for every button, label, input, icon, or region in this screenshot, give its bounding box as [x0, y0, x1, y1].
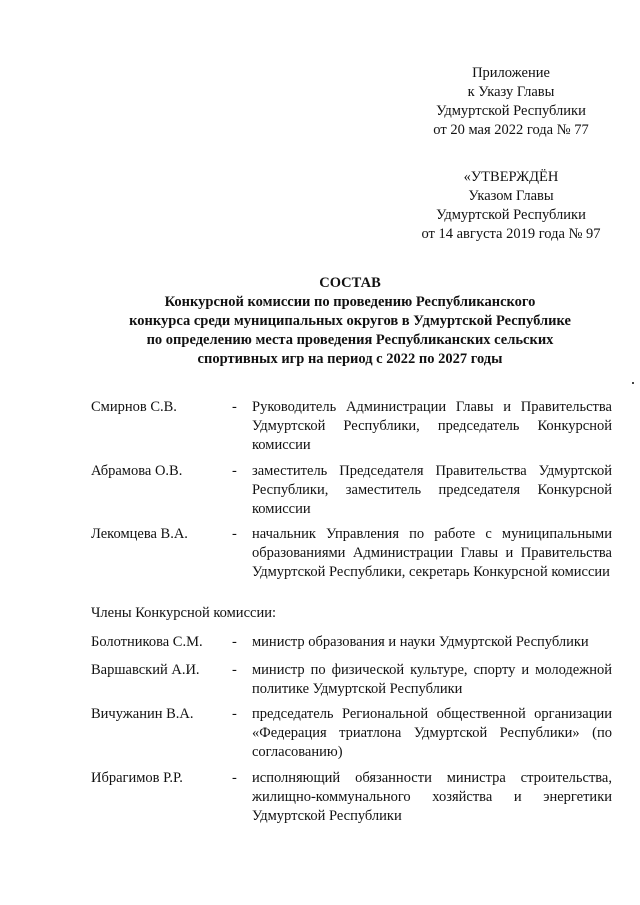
member-role: министр по физической культуре, спорту и молодежной политике Удмуртской Республики	[252, 662, 612, 697]
approved-line: от 14 августа 2019 года № 97	[421, 226, 601, 242]
member-dash: -	[232, 706, 237, 722]
appendix-line: Приложение	[472, 65, 550, 81]
member-entry	[91, 769, 612, 826]
member-entry	[91, 398, 612, 455]
member-dash: -	[232, 662, 237, 678]
approved-line: Указом Главы	[468, 188, 554, 204]
approved-line: «УТВЕРЖДЁН	[463, 169, 559, 185]
member-entry	[91, 462, 612, 519]
member-entry	[91, 633, 612, 652]
member-entry	[91, 705, 612, 762]
approved-block	[380, 168, 640, 244]
scan-mark	[632, 382, 634, 384]
title-line: по определению места проведения Республиканских сельских	[146, 332, 554, 348]
title-line: конкурса среди муниципальных округов в Удмуртской Республике	[129, 313, 571, 329]
member-dash: -	[232, 770, 237, 786]
member-role: заместитель Председателя Правительства Удмуртской Республики, заместитель председателя Конкурсной комиссии	[252, 463, 612, 517]
appendix-line: от 20 мая 2022 года № 77	[433, 122, 589, 138]
member-dash: -	[232, 634, 237, 650]
member-entry	[91, 525, 612, 582]
member-name: Болотникова С.М.	[91, 634, 203, 650]
member-role: Руководитель Администрации Главы и Правительства Удмуртской Республики, председатель Конкурсной комиссии	[252, 399, 612, 453]
member-role: начальник Управления по работе с муниципальными образованиями Администрации Главы и Правительства Удмуртской Республики, секретарь Конкурсной комиссии	[252, 526, 612, 580]
approved-line: Удмуртской Республики	[436, 207, 586, 223]
member-name: Ибрагимов Р.Р.	[91, 770, 183, 786]
member-name: Вичужанин В.А.	[91, 706, 194, 722]
member-entry	[91, 661, 612, 699]
member-dash: -	[232, 399, 237, 415]
member-name: Абрамова О.В.	[91, 463, 183, 479]
appendix-line: Удмуртской Республики	[436, 103, 586, 119]
member-role: министр образования и науки Удмуртской Республики	[252, 634, 589, 650]
appendix-block	[380, 64, 640, 140]
title-heading: СОСТАВ	[319, 275, 381, 291]
title-line: спортивных игр на период с 2022 по 2027 годы	[197, 351, 503, 367]
member-dash: -	[232, 463, 237, 479]
title-line: Конкурсной комиссии по проведению Республиканского	[164, 294, 536, 310]
members-heading: Члены Конкурсной комиссии:	[91, 605, 276, 621]
member-dash: -	[232, 526, 237, 542]
document-title	[60, 274, 640, 369]
member-name: Смирнов С.В.	[91, 399, 177, 415]
member-role: председатель Региональной общественной организации «Федерация триатлона Удмуртской Республики» (по согласованию)	[252, 706, 612, 760]
member-name: Лекомцева В.А.	[91, 526, 188, 542]
member-name: Варшавский А.И.	[91, 662, 200, 678]
member-role: исполняющий обязанности министра строительства, жилищно-коммунального хозяйства и энергетики Удмуртской Республики	[252, 770, 612, 824]
appendix-line: к Указу Главы	[467, 84, 555, 100]
